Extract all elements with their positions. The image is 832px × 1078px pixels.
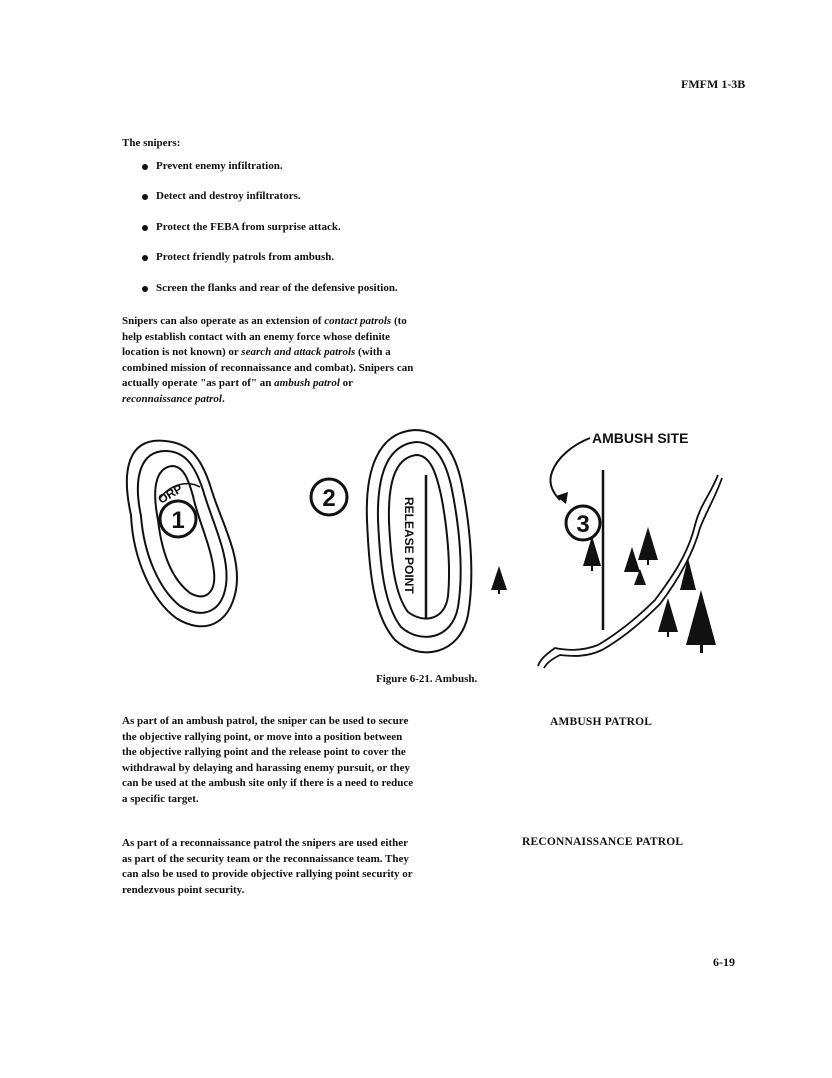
- search-attack-term: search and attack patrols: [241, 346, 356, 359]
- ambush-patrol-heading: AMBUSH PATROL: [550, 716, 653, 728]
- contact-patrols-term: contact patrols: [324, 315, 392, 327]
- text-run: .: [221, 392, 225, 405]
- list-item-text: Prevent enemy infiltration.: [156, 160, 283, 172]
- ambush-site-label: AMBUSH SITE: [592, 430, 689, 446]
- text-run: (to help establish contact with an enemy force whose definite location is not known) or: [122, 315, 407, 359]
- release-point-contour-map: [367, 430, 472, 652]
- step-3-number: 3: [576, 511, 590, 538]
- reconnaissance-patrol-paragraph: As part of a reconnaissance patrol the snipers are used either as part of the security team or the reconnaissance team. They can also be used to provide objective rallying point security or rendezvous point security.: [122, 837, 413, 896]
- page-number: 6-19: [713, 955, 735, 969]
- list-item-text: Screen the flanks and rear of the defensive position.: [156, 281, 398, 294]
- list-item-text: Protect the FEBA from surprise attack.: [156, 220, 341, 233]
- text-run: or: [339, 377, 353, 390]
- list-item-text: Protect friendly patrols from ambush.: [156, 251, 335, 264]
- ambush-patrol-paragraph: As part of an ambush patrol, the sniper can be used to secure the objective rallying point, or move into a position between the objective rallying point and the release point to cover the withdrawal by delaying and harassing enemy pursuit, or they can be used at the ambush site only if there is a need to reduce a specific target.: [122, 715, 414, 805]
- text-run: Snipers can also operate as an extension of: [122, 315, 325, 327]
- reconnaissance-patrol-heading: RECONNAISSANCE PATROL: [522, 836, 684, 848]
- text-run: (with a combined mission of reconnaissance and combat). Snipers can actually operate "as part of" an: [122, 346, 414, 390]
- document-id: FMFM 1-3B: [681, 77, 746, 91]
- intro-label: The snipers:: [122, 137, 181, 149]
- step-1-number: 1: [171, 507, 185, 534]
- step-2-number: 2: [322, 485, 336, 512]
- tree-icon: [491, 566, 507, 594]
- recon-patrol-term: reconnaissance patrol: [122, 392, 222, 405]
- list-item-text: Detect and destroy infiltrators.: [156, 190, 301, 203]
- figure-caption: Figure 6-21. Ambush.: [376, 673, 478, 685]
- release-point-label: RELEASE POINT: [402, 497, 416, 594]
- orp-label: ORP: [155, 481, 185, 507]
- ambush-patrol-term: ambush patrol: [274, 377, 340, 390]
